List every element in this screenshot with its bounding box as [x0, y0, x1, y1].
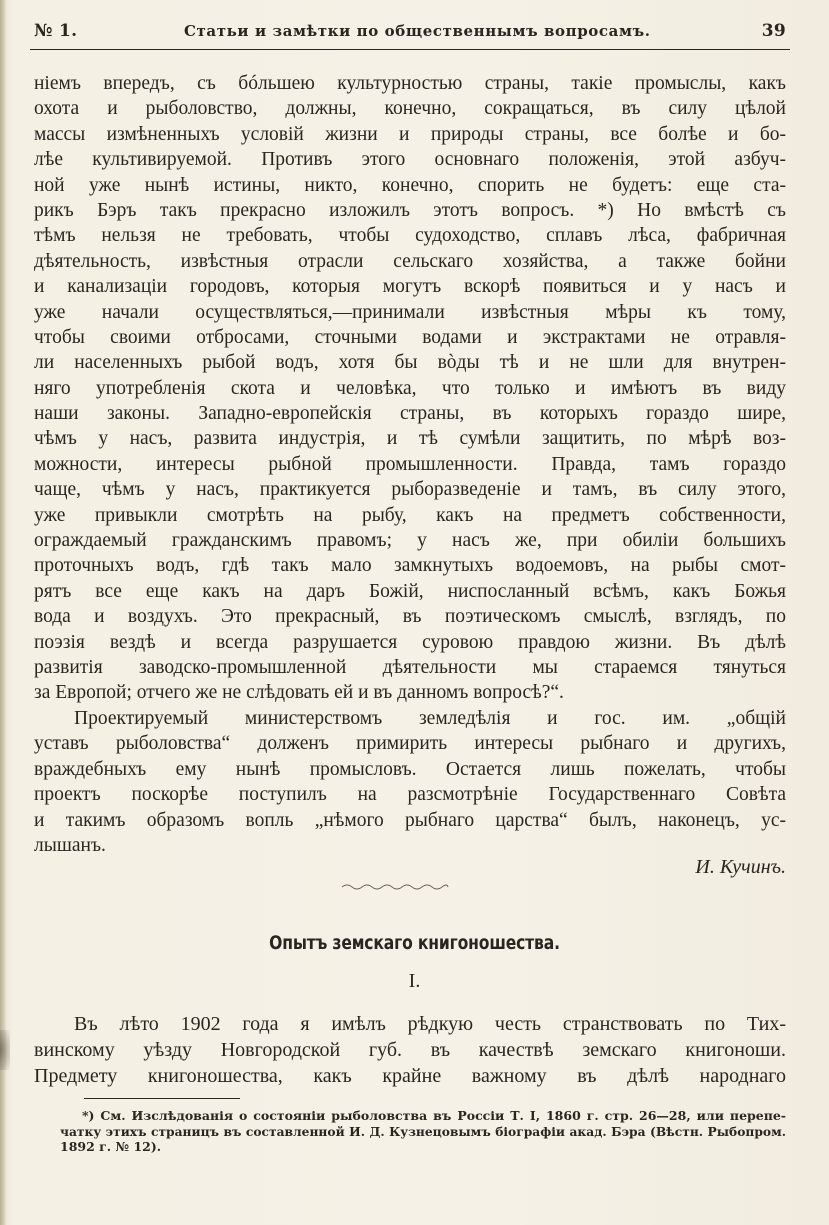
paragraph-charter — [34, 706, 786, 858]
text-line: чтобы своими отбросами, сточными водами и экстрактами не отравля- — [34, 326, 786, 348]
section-number: I. — [408, 970, 421, 992]
text-line: Проектируемый министерствомъ земледѣлія и гос. им. „общій — [74, 708, 786, 729]
text-line: массы измѣненныхъ условій жизни и природы страны, все болѣе и бо- — [34, 123, 786, 145]
text-line: рятъ все еще какъ на даръ Божій, ниспосланный всѣмъ, какъ Божья — [34, 580, 786, 602]
author-signature: И. Кучинъ. — [695, 856, 786, 878]
paragraph-intro — [34, 1011, 786, 1089]
text-line: ніемъ впередъ, съ бóльшею культурностью страны, такіе промыслы, какъ — [34, 73, 786, 94]
running-title: Статьи и замѣтки по общественнымъ вопросамъ. — [184, 22, 651, 40]
text-line: чаще, чѣмъ у насъ, практикуется рыборазведеніе и тамъ, въ силу этого, — [34, 479, 786, 501]
text-line: проектъ поскорѣе поступилъ на разсмотрѣніе Государственнаго Совѣта — [34, 784, 786, 806]
wavy-divider-ornament — [340, 882, 450, 892]
running-head — [34, 21, 786, 47]
text-line: можности, интересы рыбной промышленности. Правда, тамъ гораздо — [34, 453, 786, 475]
text-line: ограждаемый гражданскимъ правомъ; у насъ же, при обиліи большихъ — [34, 530, 786, 552]
paragraph-continuation — [34, 71, 786, 706]
footnote — [60, 1108, 786, 1155]
text-line: рикъ Бэръ такъ прекрасно изложилъ этотъ вопросъ. *) Но вмѣстѣ съ — [34, 199, 786, 221]
text-line: лышанъ. — [34, 834, 106, 856]
text-line: тѣмъ нельзя не требовать, чтобы судоходство, сплавъ лѣса, фабричная — [34, 225, 786, 247]
text-line: за Европой; отчего же не слѣдовать ей и въ данномъ вопросѣ?“. — [34, 682, 564, 704]
footnote-line: чатку этихъ страницъ въ составленной И. Д. Кузнецовымъ біографіи акад. Бэра (Вѣстн. Рыбопром. — [60, 1123, 786, 1139]
footnote-line: *) См. Изслѣдованія о состояніи рыболовства въ Россіи Т. I, 1860 г. стр. 26—28, или перепе- — [82, 1108, 786, 1123]
issue-number: № 1. — [34, 21, 78, 41]
text-line: проточныхъ водъ, гдѣ такъ мало замкнутыхъ водоемовъ, на рыбы смот- — [34, 555, 786, 577]
text-line: вода и воздухъ. Это прекрасный, въ поэтическомъ смыслѣ, взглядъ, по — [34, 606, 786, 628]
text-line: винскому уѣзду Новгородской губ. въ качествѣ земскаго книгоноши. — [34, 1039, 786, 1061]
text-line: поэзія вездѣ и всегда разрушается суровою правдою жизни. Въ дѣлѣ — [34, 631, 786, 653]
footnote-rule — [84, 1098, 240, 1099]
text-line: Въ лѣто 1902 года я имѣлъ рѣдкую честь странствовать по Тих- — [74, 1013, 786, 1035]
text-line: чѣмъ у насъ, развита индустрія, и тѣ сумѣли защитить, по мѣрѣ воз- — [34, 428, 786, 450]
page-number: 39 — [761, 21, 786, 41]
text-line: развитія заводско-промышленной дѣятельности мы стараемся тянуться — [34, 656, 786, 678]
text-line: наши законы. Западно-европейскія страны, въ которыхъ гораздо шире, — [34, 403, 786, 425]
text-line: и такимъ образомъ вопль „нѣмого рыбнаго царства“ былъ, наконецъ, ус- — [34, 809, 786, 831]
header-rule — [30, 49, 790, 50]
text-line: ли населенныхъ рыбой водъ, хотя бы вòды тѣ и не шли для внутрен- — [34, 352, 786, 374]
text-line: няго употребленія скота и человѣка, что только и имѣютъ въ виду — [34, 377, 786, 399]
text-line: лѣе культивируемой. Противъ этого основнаго положенія, этой азбуч- — [34, 149, 786, 171]
text-line: дѣятельность, извѣстныя отрасли сельскаго хозяйства, а также бойни — [34, 250, 786, 272]
text-line: враждебныхъ ему нынѣ промысловъ. Остается лишь пожелать, чтобы — [34, 758, 786, 780]
text-line: уже начали осуществляться,—принимали извѣстныя мѣры къ тому, — [34, 301, 786, 323]
text-line: Предмету книгоношества, какъ крайне важному въ дѣлѣ народнаго — [34, 1065, 786, 1087]
footnote-line: 1892 г. № 12). — [60, 1139, 162, 1154]
section-title: Опытъ земскаго книгоношества. — [269, 932, 560, 954]
text-line: уставъ рыболовства“ долженъ примирить интересы рыбнаго и другихъ, — [34, 733, 786, 755]
text-line: охота и рыболовство, должны, конечно, сокращаться, въ силу цѣлой — [34, 98, 786, 120]
page-stain — [0, 1030, 10, 1070]
text-line: и канализаціи городовъ, которыя могутъ вскорѣ появиться и у насъ и — [34, 276, 786, 298]
text-line: уже привыкли смотрѣть на рыбу, какъ на предметъ собственности, — [34, 504, 786, 526]
text-line: ной уже нынѣ истины, никто, конечно, спорить не будетъ: еще ста- — [34, 174, 786, 196]
